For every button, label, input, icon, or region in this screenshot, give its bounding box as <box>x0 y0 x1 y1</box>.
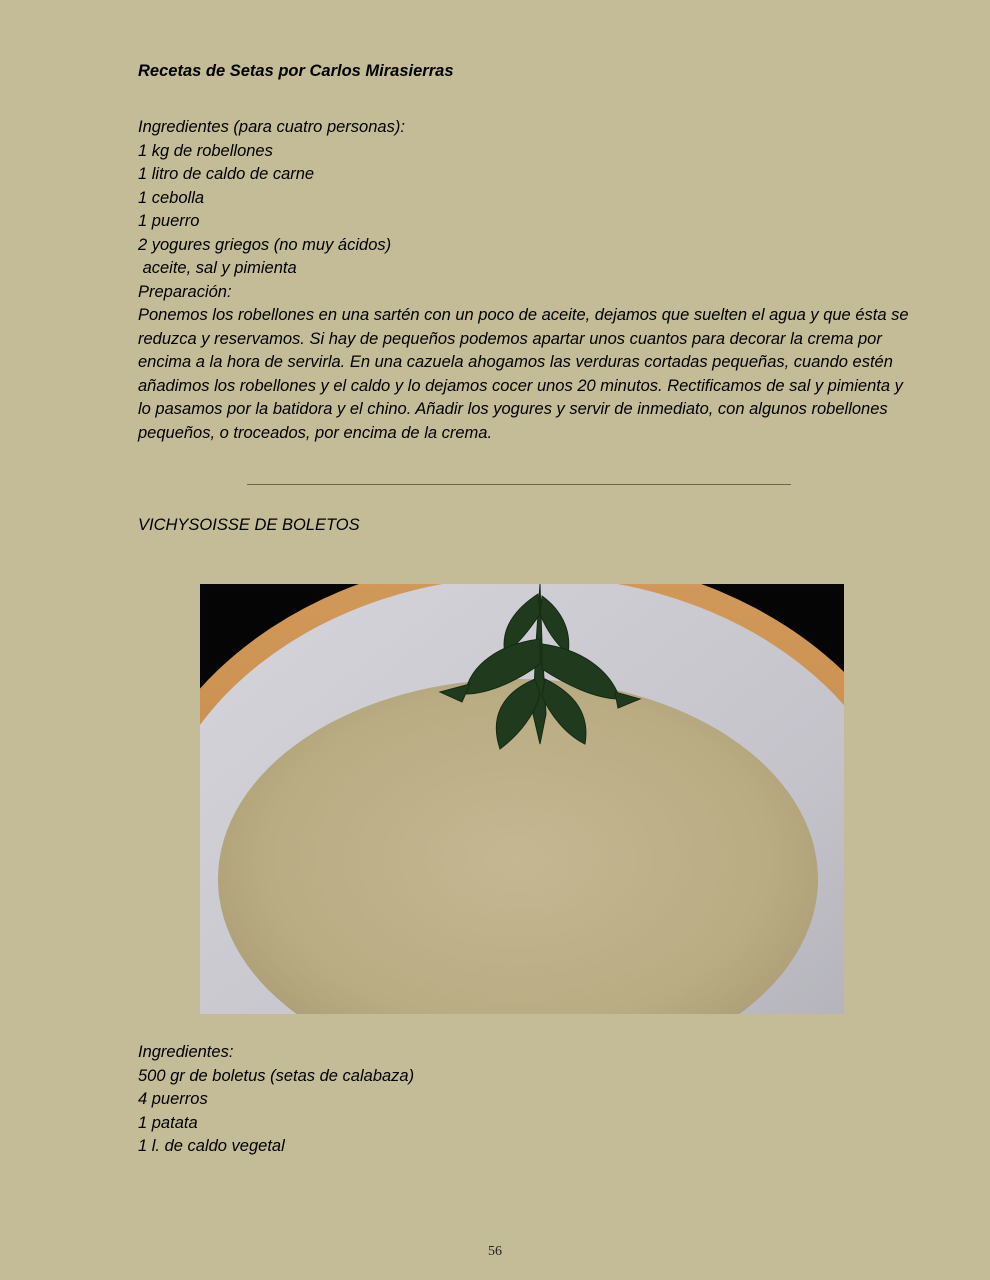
ingredient-item: 1 kg de robellones <box>138 141 273 160</box>
ingredient-item: 1 l. de caldo vegetal <box>138 1137 285 1155</box>
ingredient-item: 4 puerros <box>138 1090 208 1108</box>
section-divider <box>247 484 791 485</box>
ingredient-item: 500 gr de boletus (setas de calabaza) <box>138 1066 415 1085</box>
ingredient-item: 1 litro de caldo de carne <box>138 165 315 183</box>
preparation-text: Ponemos los robellones en una sartén con un poco de aceite, dejamos que suelten el agua y que ésta se reduzca y reservamos. Si hay de pequeños podemos apartar unos cuantos para decorar la crema por encima a la hora de servirla. En una cazuela ahogamos las verduras cortadas pequeñas, cuando estén añadimos los robellones y el caldo y lo dejamos cocer unos 20 minutos. Rectificamos de sal y pimienta y lo pasamos por la batidora y el chino. Añadir los yogures y servir de inmediato, con algunos robellones pequeños, o troceados, por encima de la crema. <box>138 306 909 442</box>
ingredient-item: 1 puerro <box>138 212 200 230</box>
ingredient-item: 1 cebolla <box>138 188 205 207</box>
ingredient-item: 2 yogures griegos (no muy ácidos) <box>138 235 392 254</box>
page-number: 56 <box>488 1244 502 1259</box>
ingredient-item: 1 patata <box>138 1113 198 1132</box>
ingredient-item: aceite, sal y pimienta <box>138 259 297 277</box>
recipe-2-title: VICHYSOISSE DE BOLETOS <box>138 516 360 534</box>
ingredients-heading: Ingredientes (para cuatro personas): <box>138 118 405 136</box>
recipe-2-ingredients <box>138 1041 918 1159</box>
preparation-heading: Preparación: <box>138 282 232 301</box>
document-title: Recetas de Setas por Carlos Mirasierras <box>138 62 454 80</box>
ingredients-heading: Ingredientes: <box>138 1043 234 1061</box>
recipe-1 <box>138 116 918 445</box>
soup-bowl-photo <box>200 584 844 1014</box>
